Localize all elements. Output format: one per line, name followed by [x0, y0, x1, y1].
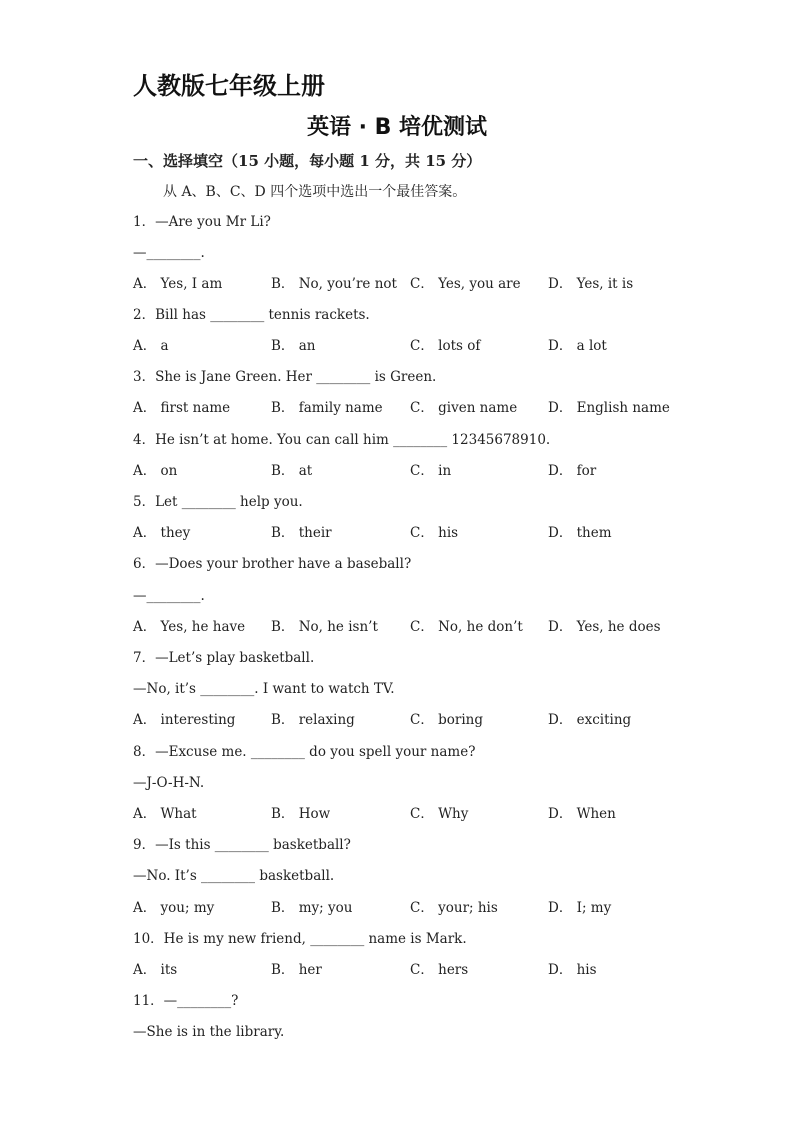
option-c: C． hers — [410, 962, 469, 978]
question-stem: 3．She is Jane Green. Her ________ is Green. — [133, 369, 437, 385]
option-d: D． Yes, it is — [548, 276, 634, 292]
option-b: B． an — [271, 338, 316, 354]
question-stem: 11．—________? — [133, 993, 239, 1009]
question-options — [133, 618, 693, 636]
option-a: A． Yes, I am — [133, 276, 223, 292]
test-title: 英语 · B 培优测试 — [306, 115, 488, 140]
option-b: B． her — [271, 962, 322, 978]
question-stem: 4．He isn’t at home. You can call him ________ 12345678910. — [133, 432, 551, 448]
option-a: A． first name — [133, 400, 231, 416]
option-d: D． exciting — [548, 712, 632, 728]
option-c: C． boring — [410, 712, 483, 728]
option-a: A． on — [133, 463, 178, 479]
option-a: A． they — [133, 525, 191, 541]
option-a: A． you; my — [133, 900, 215, 916]
option-b: B． their — [271, 525, 332, 541]
option-b: B． my; you — [271, 900, 353, 916]
option-c: C． lots of — [410, 338, 481, 354]
question-stem: 1．—Are you Mr Li? — [133, 214, 271, 230]
question-options — [133, 899, 693, 917]
question-stem: 10．He is my new friend, ________ name is Mark. — [133, 931, 467, 947]
option-c: C． Why — [410, 806, 469, 822]
option-c: C． Yes, you are — [410, 276, 521, 292]
option-a: A． What — [133, 806, 197, 822]
question-options — [133, 462, 693, 480]
question-stem: 7．—Let’s play basketball. — [133, 650, 315, 666]
option-b: B． How — [271, 806, 331, 822]
option-d: D． his — [548, 962, 597, 978]
question-line: —She is in the library. — [133, 1024, 285, 1040]
option-b: B． No, you’re not — [271, 276, 397, 292]
question-line: —________. — [133, 588, 205, 604]
question-options — [133, 399, 693, 417]
option-c: C． in — [410, 463, 452, 479]
question-options — [133, 711, 693, 729]
question-stem: 6．—Does your brother have a baseball? — [133, 556, 412, 572]
section-instruction: 从 A、B、C、D 四个选项中选出一个最佳答案。 — [163, 184, 467, 200]
question-stem: 5．Let ________ help you. — [133, 494, 303, 510]
question-options — [133, 337, 693, 355]
option-b: B． at — [271, 463, 313, 479]
question-options — [133, 961, 693, 979]
option-b: B． relaxing — [271, 712, 355, 728]
option-d: D． for — [548, 463, 597, 479]
option-d: D． English name — [548, 400, 670, 416]
question-options — [133, 805, 693, 823]
option-a: A． interesting — [133, 712, 236, 728]
option-c: C． your; his — [410, 900, 498, 916]
question-stem: 8．—Excuse me. ________ do you spell your name? — [133, 744, 476, 760]
section-title: 一、选择填空（15 小题，每小题 1 分，共 15 分） — [133, 152, 482, 170]
question-line: —No, it’s ________. I want to watch TV. — [133, 681, 395, 697]
option-a: A． a — [133, 338, 169, 354]
option-b: B． family name — [271, 400, 383, 416]
option-c: C． given name — [410, 400, 518, 416]
question-line: —________. — [133, 245, 205, 261]
question-line: —No. It’s ________ basketball. — [133, 868, 335, 884]
question-options — [133, 275, 693, 293]
option-c: C． his — [410, 525, 459, 541]
option-d: D． I; my — [548, 900, 612, 916]
option-d: D． Yes, he does — [548, 619, 661, 635]
option-b: B． No, he isn’t — [271, 619, 378, 635]
question-stem: 2．Bill has ________ tennis rackets. — [133, 307, 370, 323]
option-d: D． a lot — [548, 338, 607, 354]
question-line: —J-O-H-N. — [133, 775, 205, 791]
option-d: D． When — [548, 806, 616, 822]
option-a: A． Yes, he have — [133, 619, 246, 635]
option-a: A． its — [133, 962, 178, 978]
option-d: D． them — [548, 525, 612, 541]
question-options — [133, 524, 693, 542]
question-stem: 9．—Is this ________ basketball? — [133, 837, 351, 853]
book-title: 人教版七年级上册 — [133, 72, 325, 100]
option-c: C． No, he don’t — [410, 619, 523, 635]
